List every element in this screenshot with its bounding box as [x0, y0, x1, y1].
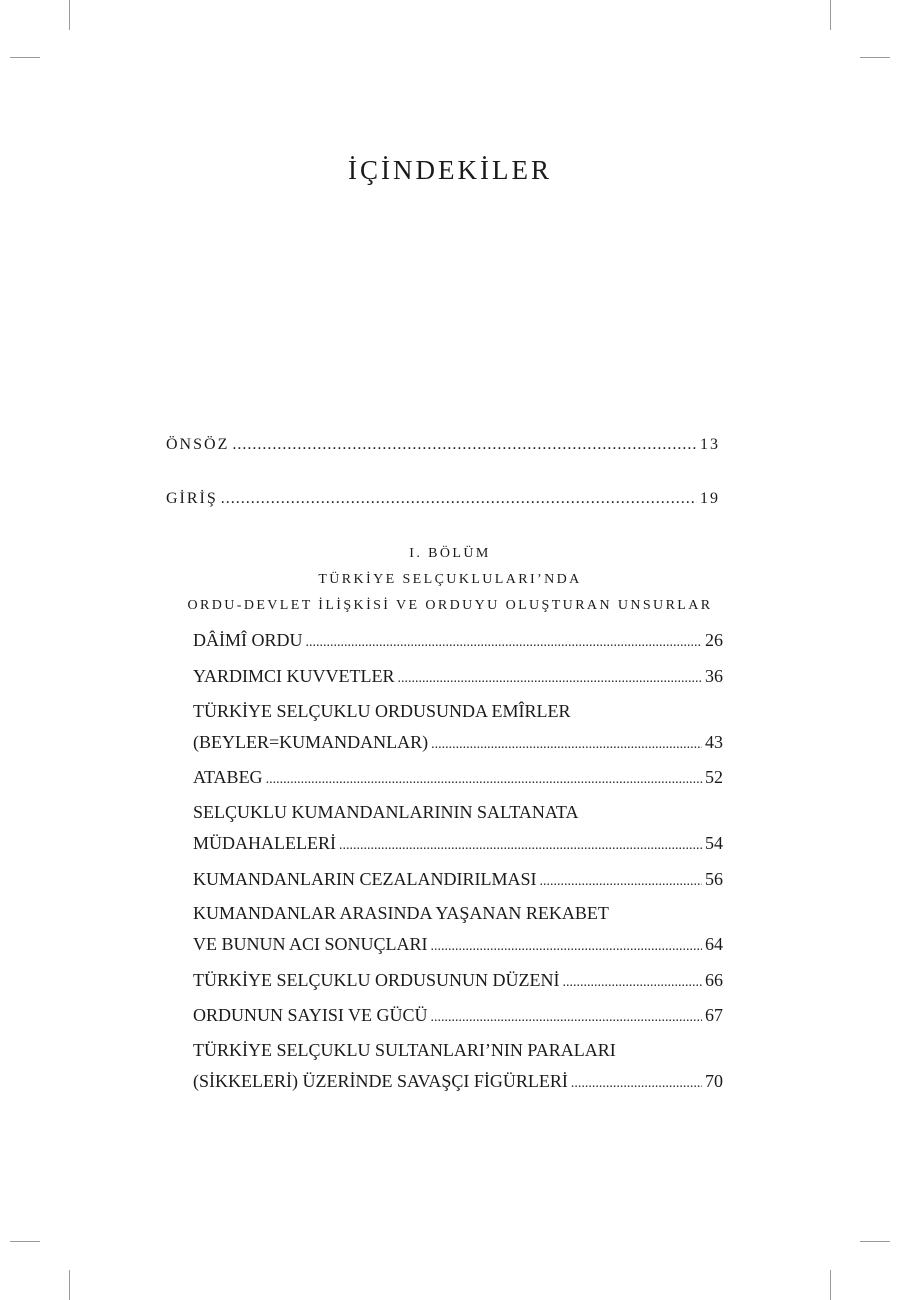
dot-leader [562, 975, 702, 991]
toc-page-number: 19 [700, 490, 720, 507]
dot-leader [221, 490, 697, 508]
toc-page-number: 26 [705, 630, 723, 650]
toc-entry-label: YARDIMCI KUVVETLER [193, 666, 395, 686]
crop-mark [10, 1241, 40, 1242]
toc-entry-giris[interactable] [166, 490, 720, 508]
crop-mark [10, 57, 40, 58]
dot-leader [431, 737, 702, 753]
toc-entry-label-line[interactable]: TÜRKİYE SELÇUKLU SULTANLARI’NIN PARALARI [193, 1040, 616, 1060]
toc-entry-label: DÂİMÎ ORDU [193, 630, 303, 650]
crop-mark [69, 1270, 70, 1300]
toc-entry-label: VE BUNUN ACI SONUÇLARI [193, 934, 428, 954]
toc-entry-label: GİRİŞ [166, 490, 218, 507]
crop-mark [860, 1241, 890, 1242]
toc-page-number: 66 [705, 970, 723, 990]
toc-entry-label: MÜDAHALELERİ [193, 833, 336, 853]
section-title-line: ORDU-DEVLET İLİŞKİSİ VE ORDUYU OLUŞTURAN UNSURLAR [187, 598, 713, 613]
section-heading [0, 541, 900, 619]
section-part-label: I. BÖLÜM [409, 546, 491, 561]
dot-leader [306, 635, 703, 651]
toc-entry-label: ORDUNUN SAYISI VE GÜCÜ [193, 1005, 428, 1025]
toc-entry[interactable] [193, 732, 723, 753]
toc-entry[interactable] [193, 1005, 723, 1026]
crop-mark [69, 0, 70, 30]
section-title-line: TÜRKİYE SELÇUKLULARI’NDA [318, 572, 582, 587]
toc-entry[interactable] [193, 869, 723, 890]
crop-mark [860, 57, 890, 58]
toc-entry[interactable] [193, 1071, 723, 1092]
toc-entry[interactable] [193, 970, 723, 991]
toc-entry[interactable] [193, 833, 723, 854]
toc-entry-label: (SİKKELERİ) ÜZERİNDE SAVAŞÇI FİGÜRLERİ [193, 1071, 568, 1091]
toc-page-number: 54 [705, 833, 723, 853]
crop-mark [830, 0, 831, 30]
toc-entry-onsoz[interactable] [166, 436, 720, 454]
dot-leader [571, 1076, 702, 1092]
toc-entry-label: ÖNSÖZ [166, 436, 230, 453]
toc-entry-label-line[interactable]: TÜRKİYE SELÇUKLU ORDUSUNDA EMÎRLER [193, 701, 571, 721]
toc-entry[interactable] [193, 666, 723, 687]
dot-leader [232, 436, 697, 454]
toc-entry-label: ATABEG [193, 767, 263, 787]
dot-leader [398, 671, 703, 687]
toc-page-number: 13 [700, 436, 720, 453]
toc-page-number: 67 [705, 1005, 723, 1025]
toc-entry[interactable] [193, 767, 723, 788]
toc-entry-label: (BEYLER=KUMANDANLAR) [193, 732, 429, 752]
dot-leader [266, 772, 702, 788]
dot-leader [431, 939, 702, 955]
toc-page-number: 56 [705, 869, 723, 889]
toc-entry[interactable] [193, 630, 723, 651]
dot-leader [539, 874, 702, 890]
dot-leader [431, 1010, 702, 1026]
dot-leader [339, 838, 702, 854]
crop-mark [830, 1270, 831, 1300]
toc-entry-label-line[interactable]: KUMANDANLAR ARASINDA YAŞANAN REKABET [193, 903, 609, 923]
toc-page-number: 43 [705, 732, 723, 752]
toc-entry-label: TÜRKİYE SELÇUKLU ORDUSUNUN DÜZENİ [193, 970, 560, 990]
page-title: İÇİNDEKİLER [348, 155, 552, 185]
toc-entry-label: KUMANDANLARIN CEZALANDIRILMASI [193, 869, 537, 889]
toc-entry-label-line[interactable]: SELÇUKLU KUMANDANLARININ SALTANATA [193, 802, 579, 822]
toc-entry[interactable] [193, 934, 723, 955]
toc-page-number: 70 [705, 1071, 723, 1091]
toc-page-number: 64 [705, 934, 723, 954]
toc-page-number: 52 [705, 767, 723, 787]
toc-page-number: 36 [705, 666, 723, 686]
